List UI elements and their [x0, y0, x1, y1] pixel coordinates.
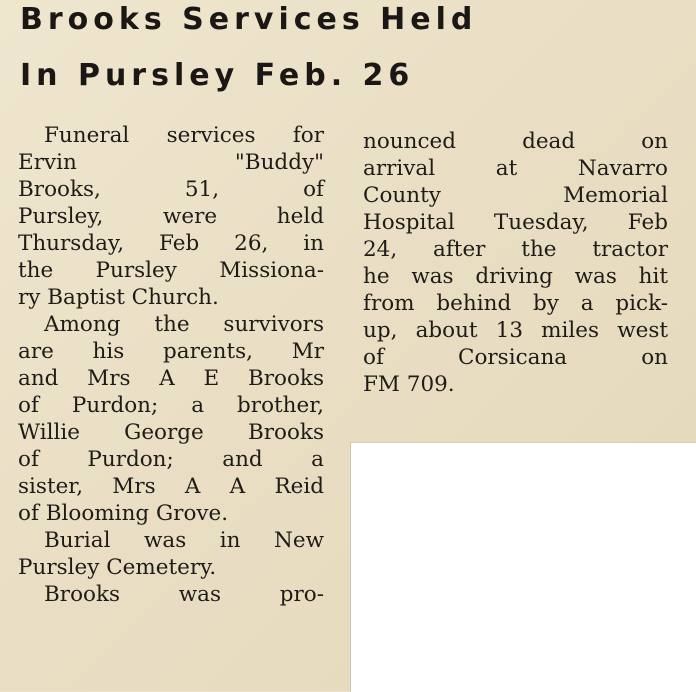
- article-line: County Memorial: [363, 183, 668, 208]
- article-line: 24, after the tractor: [363, 237, 668, 262]
- article-line: FM 709.: [363, 372, 455, 397]
- article-line: Pursley Cemetery.: [18, 555, 217, 580]
- article-line: of Corsicana on: [363, 345, 668, 370]
- article-line: Brooks was pro-: [44, 582, 324, 607]
- article-line: Hospital Tuesday, Feb: [363, 210, 668, 235]
- article-line: Brooks, 51, of: [18, 177, 324, 202]
- article-line: of Blooming Grove.: [18, 501, 229, 526]
- article-line: of Purdon; a brother,: [18, 393, 324, 418]
- article-line: Ervin "Buddy": [18, 150, 324, 175]
- article-line: Pursley, were held: [18, 204, 324, 229]
- article-line: he was driving was hit: [363, 264, 668, 289]
- article-line: Thursday, Feb 26, in: [18, 231, 324, 256]
- article-line: of Purdon; and a: [18, 447, 324, 472]
- article-line: the Pursley Missiona-: [18, 258, 324, 283]
- article-line: Funeral services for: [44, 123, 324, 148]
- headline-line-1: Brooks Services Held: [20, 2, 478, 37]
- article-line: Burial was in New: [44, 528, 324, 553]
- article-line: up, about 13 miles west: [363, 318, 668, 343]
- article-line: Willie George Brooks: [18, 420, 324, 445]
- article-column-left: [18, 122, 324, 608]
- article-line: nounced dead on: [363, 129, 668, 154]
- article-line: arrival at Navarro: [363, 156, 668, 181]
- article-line: and Mrs A E Brooks: [18, 366, 324, 391]
- article-line: are his parents, Mr: [18, 339, 324, 364]
- article-line: from behind by a pick-: [363, 291, 668, 316]
- article-line: Among the survivors: [44, 312, 324, 337]
- article-column-right: [363, 128, 668, 398]
- blank-paper-area: [350, 442, 696, 692]
- headline-line-2: In Pursley Feb. 26: [20, 58, 415, 93]
- article-line: sister, Mrs A A Reid: [18, 474, 324, 499]
- article-line: ry Baptist Church.: [18, 285, 219, 310]
